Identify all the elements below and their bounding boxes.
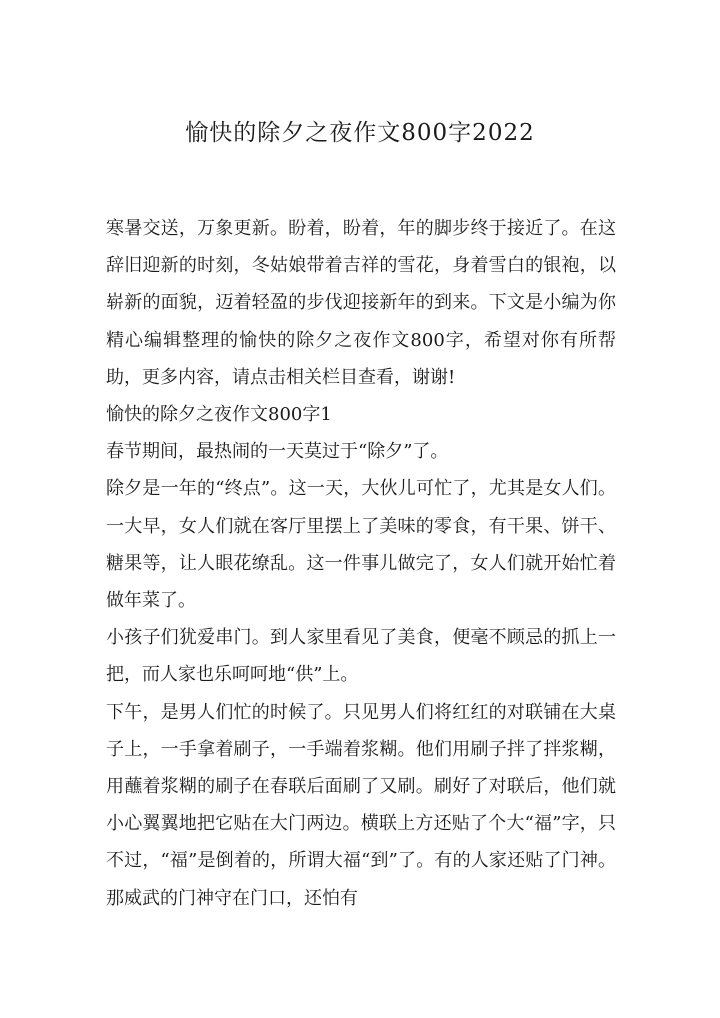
paragraph: 春节期间，最热闹的一天莫过于“除夕”了。 [106, 441, 449, 463]
document-title: 愉快的除夕之夜作文800字2022 [185, 120, 535, 146]
paragraph: 除夕是一年的“终点”。这一天，大伙儿可忙了，尤其是女人们。一大早，女人们就在客厅里摆上了美味的零食，有干果、饼干、糖果等，让人眼花缭乱。这一件事儿做完了，女人们就开始忙着做年菜了。 [106, 478, 616, 612]
paragraph-intro: 寒暑交送，万象更新。盼着，盼着，年的脚步终于接近了。在这辞旧迎新的时刻，冬姑娘带着吉祥的雪花，身着雪白的银袍，以崭新的面貌，迈着轻盈的步伐迎接新年的到来。下文是小编为你精心编辑整理的愉快的除夕之夜作文800字，希望对你有所帮助，更多内容，请点击相关栏目查看，谢谢! [106, 218, 616, 388]
section-heading: 愉快的除夕之夜作文800字1 [106, 404, 332, 426]
paragraph: 小孩子们犹爱串门。到人家里看见了美食，便毫不顾忌的抓上一把，而人家也乐呵呵地“供”上。 [106, 627, 616, 686]
paragraph: 下午，是男人们忙的时候了。只见男人们将红红的对联铺在大桌子上，一手拿着刷子，一手端着浆糊。他们用刷子拌了拌浆糊，用蘸着浆糊的刷子在春联后面刷了又刷。刷好了对联后，他们就小心翼翼地把它贴在大门两边。横联上方还贴了个大“福”字，只不过，“福”是倒着的，所谓大福“到”了。有的人家还贴了门神。那威武的门神守在门口，还怕有 [106, 701, 616, 909]
document-body [106, 210, 616, 917]
